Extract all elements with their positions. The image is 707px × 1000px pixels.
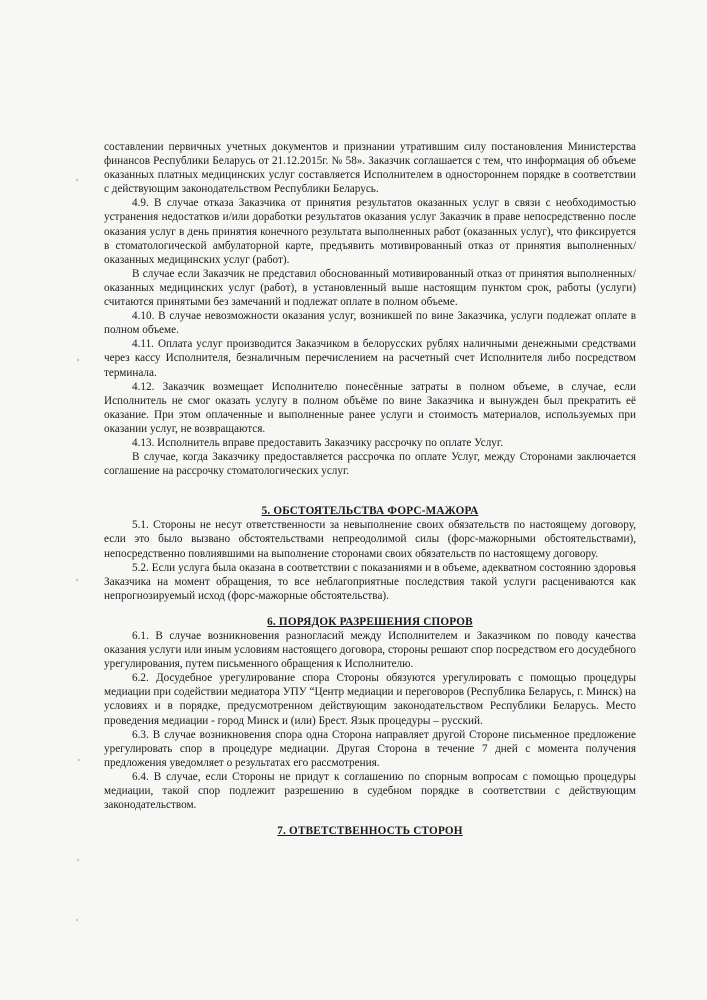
document-page (104, 140, 636, 838)
paragraph-5-1: 5.1. Стороны не несут ответственности за невыполнение своих обязательств по настоящему договору, если это было вызвано обстоятельствами непреодолимой силы (форс-мажорными обстоятельствами), непосредственно повлиявшими на выполнение сторонами своих обязательств по настоящему договору. (104, 519, 636, 560)
section-5-heading: 5. ОБСТОЯТЕЛЬСТВА ФОРС-МАЖОРА (261, 505, 479, 518)
paragraph-4-11: 4.11. Оплата услуг производится Заказчиком в белорусских рублях наличными денежными средствами через кассу Исполнителя, безналичным перечислением на расчетный счет Исполнителя либо посредством терминала. (104, 338, 636, 379)
section-7-heading: 7. ОТВЕТСТВЕННОСТЬ СТОРОН (277, 825, 463, 838)
paragraph-continuation: составлении первичных учетных документов и признании утратившим силу постановления Министерства финансов Республики Беларусь от 21.12.2015г. № 58». Заказчик соглашается с тем, что информация об объеме оказанных платных медицинских услуг составляется Исполнителем в одностороннем порядке в соответствии с действующим законодательством Республики Беларусь. (104, 141, 636, 196)
paragraph-5-2: 5.2. Если услуга была оказана в соответствии с показаниями и в объеме, адекватном состоянию здоровья Заказчика на момент обращения, то все неблагоприятные последствия такой услуги расцениваются как непрогнозируемый исход (форс-мажорные обстоятельства). (104, 561, 636, 602)
paragraph-4-13-cont: В случае, когда Заказчику предоставляется рассрочка по оплате Услуг, между Сторонами заключается соглашение на рассрочку стоматологических услуг. (104, 451, 636, 478)
paragraph-4-13: 4.13. Исполнитель вправе предоставить Заказчику рассрочку по оплате Услуг. (132, 436, 503, 449)
paragraph-4-12: 4.12. Заказчик возмещает Исполнителю понесённые затраты в полном объеме, в случае, если Исполнитель не смог оказать услугу в полном объёме по вине Заказчика и вынужден был прекратить её оказание. При этом оплаченные и выполненные ранее услуги и стоимость материалов, используемых при оказании услуг, не возвращаются. (104, 380, 636, 435)
paragraph-4-9: 4.9. В случае отказа Заказчика от принятия результатов оказанных услуг в связи с необходимостью устранения недостатков и/или доработки результатов оказания услуг Заказчик в праве непосредственно после оказания услуг в день принятия конечного результата выполненных работ (оказанных услуг), что фиксируется в стоматологической амбулаторной карте, предъявить мотивированный отказ от принятия выполненных/оказанных медицинских услуг (работ). (104, 197, 636, 266)
paragraph-6-4: 6.4. В случае, если Стороны не придут к соглашению по спорным вопросам с помощью процедуры медиации, такой спор подлежит разрешению в судебном порядке в соответствии с действующим законодательством. (104, 770, 636, 812)
paragraph-6-3: 6.3. В случае возникновения спора одна Сторона направляет другой Стороне письменное предложение урегулировать спор в процедуре медиации. Другая Сторона в течение 7 дней с момента получения предложения уведомляет о результатах его рассмотрения. (104, 728, 636, 769)
scan-edge-marks (74, 60, 82, 960)
paragraph-4-10: 4.10. В случае невозможности оказания услуг, возникшей по вине Заказчика, услуги подлежат оплате в полном объеме. (104, 310, 636, 337)
section-6-heading: 6. ПОРЯДОК РАЗРЕШЕНИЯ СПОРОВ (267, 615, 473, 628)
paragraph-4-9-cont: В случае если Заказчик не представил обоснованный мотивированный отказ от принятия выполненных/оказанных медицинских услуг (работ), в установленный выше настоящим пунктом срок, работы (услуги) считаются принятыми без замечаний и подлежат оплате в полном объеме. (104, 267, 636, 309)
paragraph-6-1: 6.1. В случае возникновения разногласий между Исполнителем и Заказчиком по поводу качества оказания услуги или иным условиям настоящего договора, стороны решают спор посредством его досудебного урегулирования, путем письменного обращения к Исполнителю. (104, 630, 636, 671)
paragraph-6-2: 6.2. Досудебное урегулирование спора Стороны обязуются урегулировать с помощью процедуры медиации при содействии медиатора УПУ “Центр медиации и переговоров (Республика Беларусь, г. Минск) на условиях и в порядке, предусмотренном действующим законодательством Республики Беларусь. Место проведения медиации - город Минск и (или) Брест. Язык процедуры – русский. (104, 672, 636, 727)
